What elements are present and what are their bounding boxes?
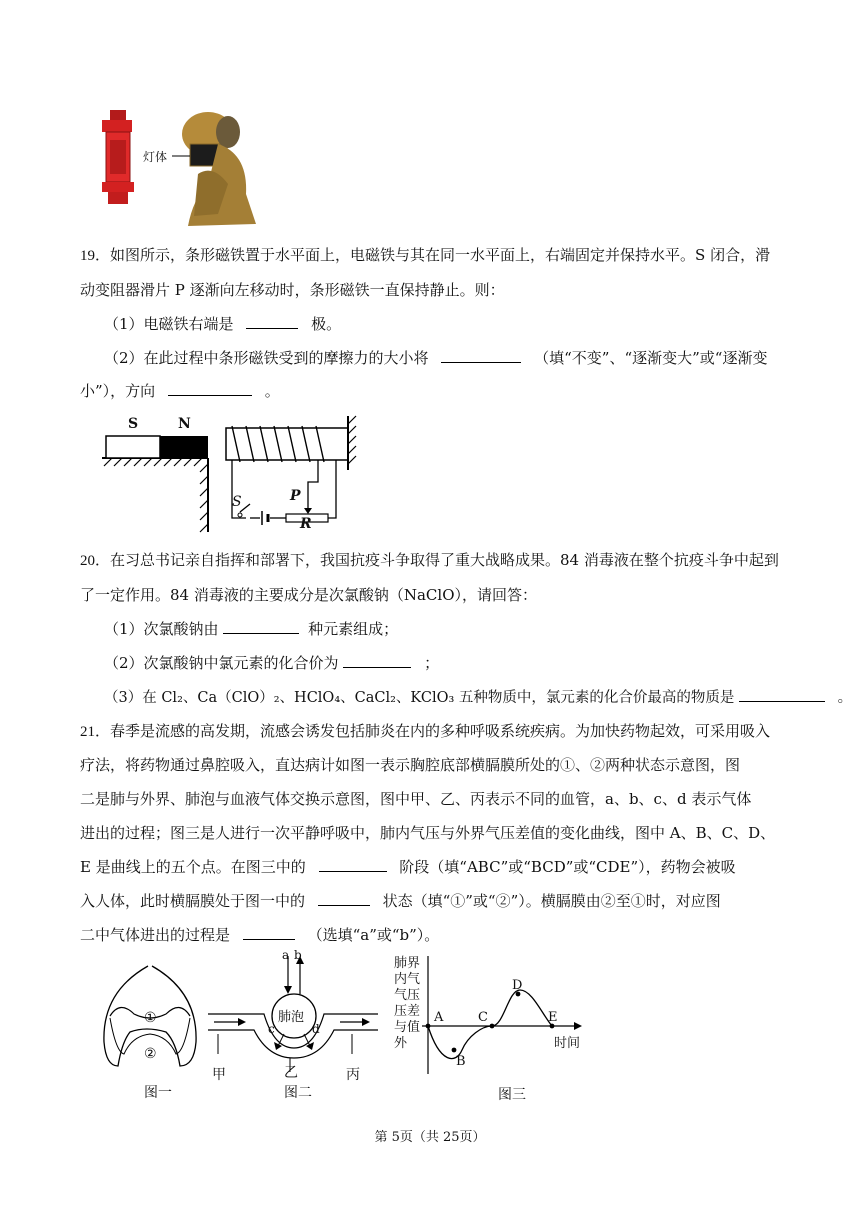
page-footer: 第 5页（共 25页） xyxy=(374,1130,486,1145)
magnet-electromagnet-diagram xyxy=(100,412,362,534)
point-c xyxy=(490,1024,495,1029)
lamp-body-label: 灯体 xyxy=(143,150,168,164)
q20-number: 20． xyxy=(80,553,111,569)
q21-blank-3[interactable] xyxy=(243,925,295,940)
q21-line1: 21．春季是流感的高发期，流感会诱发包括肺炎在内的多种呼吸系统疾病。为加快药物起效，可采用吸入 xyxy=(80,722,771,740)
figure-1-caption: 图一 xyxy=(144,1085,172,1101)
q21-line2: 疗法，将药物通过鼻腔吸入，直达病计如图一表示胸腔底部横膈膜所处的①、②两种状态示意图，图 xyxy=(80,756,741,774)
y-axis-label: 肺界 内气 气压 压差 与值 外 xyxy=(394,956,421,1051)
q21-number: 21． xyxy=(80,724,111,740)
q21-line4: 进出的过程；图三是人进行一次平静呼吸中，肺内气压与外界气压差值的变化曲线，图中 A、B、C、D、 xyxy=(80,824,776,842)
q19-blank-3[interactable] xyxy=(168,381,252,396)
q21-line3: 二是肺与外界、肺泡与血液气体交换示意图，图中甲、乙、丙表示不同的血管，a、b、c、d 表示气体 xyxy=(80,790,752,808)
q21-line5: E 是曲线上的五个点。在图三中的 阶段（填“ABC”或“BCD”或“CDE”），药物会被吸 xyxy=(80,858,736,876)
point-b-label: B xyxy=(456,1054,466,1069)
vessel-bing: 丙 xyxy=(346,1067,360,1083)
q20-part1: （1）次氯酸钠由 种元素组成； xyxy=(104,620,399,638)
x-axis-label: 时间 xyxy=(554,1036,581,1051)
q21-line7: 二中气体进出的过程是 （选填“a”或“b”）。 xyxy=(80,926,440,944)
q19-part2-cont: 小”），方向 。 xyxy=(80,382,280,400)
resistor-r-label: R xyxy=(300,516,312,532)
q19-part1: （1）电磁铁右端是 极。 xyxy=(104,315,342,333)
vessel-yi: 乙 xyxy=(284,1065,298,1081)
q20-part3: （3）在 Cl₂、Ca（ClO）₂、HClO₄、CaCl₂、KClO₃ 五种物质中，氯元素的化合价最高的物质是 。 xyxy=(104,687,852,708)
q20-blank-1[interactable] xyxy=(223,619,299,634)
diaphragm-state-2: ② xyxy=(144,1046,157,1062)
point-e-label: E xyxy=(548,1010,558,1025)
label-c: c xyxy=(268,1022,275,1036)
q20-stem-line2: 了一定作用。84 消毒液的主要成分是次氯酸钠（NaClO），请回答： xyxy=(80,586,537,604)
lamp-illustration xyxy=(98,104,268,230)
q19-stem-line2: 动变阻器滑片 P 逐渐向左移动时，条形磁铁一直保持静止。则： xyxy=(80,281,505,299)
q21-figure-3 xyxy=(392,954,592,1104)
figure-2-caption: 图二 xyxy=(284,1085,312,1101)
q20-stem-line1: 20．在习总书记亲自指挥和部署下，我国抗疫斗争取得了重大战略成果。84 消毒液在整个抗疫斗争中起到 xyxy=(80,551,779,569)
point-c-label: C xyxy=(478,1010,488,1025)
switch-s-label: S xyxy=(232,494,242,510)
label-d: d xyxy=(312,1022,320,1036)
point-d-label: D xyxy=(512,978,523,993)
label-a: a xyxy=(282,948,290,962)
q21-line6: 入人体，此时横膈膜处于图一中的 状态（填“①”或“②”）。横膈膜由②至①时，对应图 xyxy=(80,892,721,910)
q21-blank-1[interactable] xyxy=(319,857,387,872)
pressure-curve-chart xyxy=(392,954,592,1084)
point-b xyxy=(452,1048,457,1053)
q19-part2: （2）在此过程中条形磁铁受到的摩擦力的大小将 （填“不变”、“逐渐变大”或“逐渐变 xyxy=(104,349,768,367)
q21-figure-1 xyxy=(100,962,200,1102)
q20-blank-3[interactable] xyxy=(739,687,825,702)
q20-blank-2[interactable] xyxy=(343,653,411,668)
q19-number: 19． xyxy=(80,248,111,264)
q19-circuit-figure xyxy=(100,412,362,534)
q19-blank-1[interactable] xyxy=(246,314,298,329)
vessel-jia: 甲 xyxy=(212,1067,226,1083)
magnet-s-label: S xyxy=(128,416,139,432)
figure-3-caption: 图三 xyxy=(498,1087,526,1103)
magnet-n-label: N xyxy=(178,416,191,432)
lamp-figure xyxy=(98,104,268,230)
diaphragm-state-1: ① xyxy=(144,1010,157,1026)
q19-blank-2[interactable] xyxy=(441,348,521,363)
point-a-label: A xyxy=(434,1010,444,1025)
q21-figure-2 xyxy=(204,950,380,1102)
slider-p-label: P xyxy=(290,488,301,504)
alveolus-label: 肺泡 xyxy=(278,1010,305,1025)
q21-blank-2[interactable] xyxy=(318,891,370,906)
label-b: b xyxy=(294,948,302,962)
q19-stem-line1: 19．如图所示，条形磁铁置于水平面上，电磁铁与其在同一水平面上，右端固定并保持水平。S 闭合，滑 xyxy=(80,246,771,264)
q20-part2: （2）次氯酸钠中氯元素的化合价为 ； xyxy=(104,654,440,672)
point-a xyxy=(426,1024,431,1029)
